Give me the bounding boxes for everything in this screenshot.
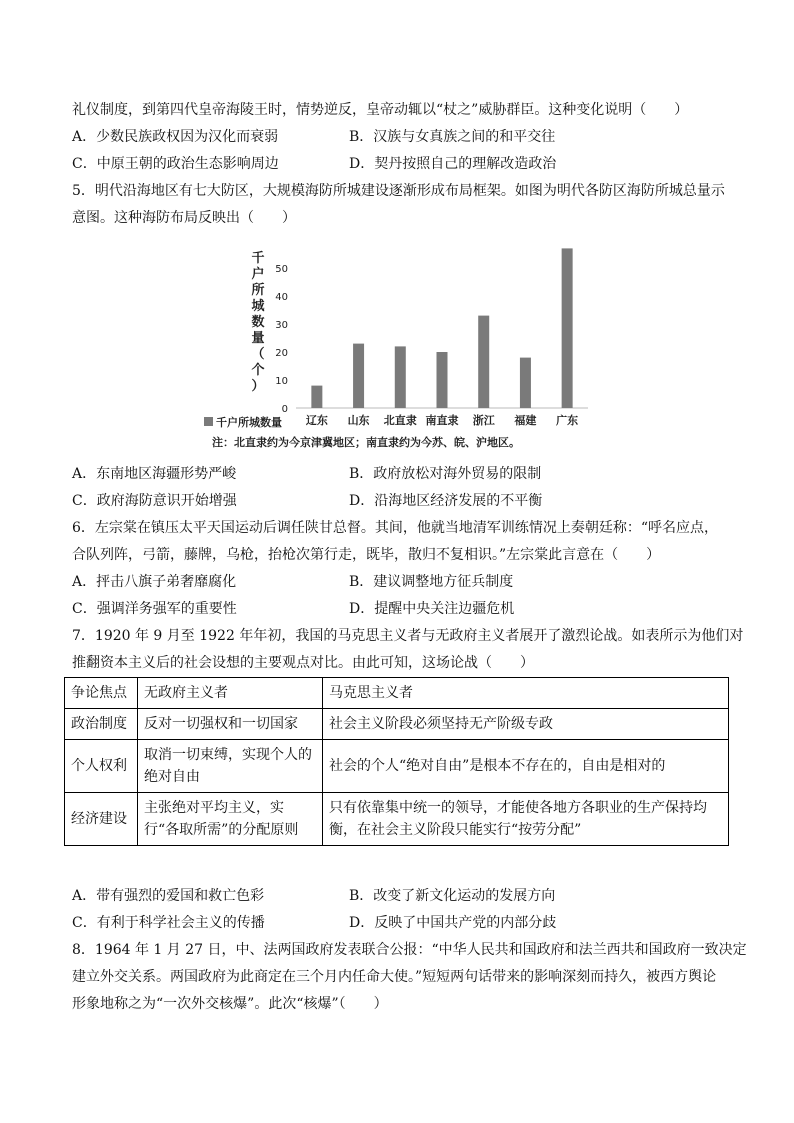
table-cell: 主张绝对平均主义，实行“各取所需”的分配原则: [138, 793, 323, 846]
y-tick-label: 10: [275, 376, 288, 387]
q5-stem-line1: 5．明代沿海地区有七大防区，大规模海防所城建设逐渐形成布局框架。如图为明代各防区海防所城总量示: [72, 183, 725, 199]
q4-option-d[interactable]: D．契丹按照自己的理解改造政治: [349, 156, 557, 172]
x-tick-label: 福建: [514, 414, 537, 427]
y-axis-label-char: 数: [251, 315, 265, 330]
x-tick-label: 广东: [556, 414, 579, 427]
x-tick-label: 辽东: [305, 414, 328, 427]
table-header-cell: 争论焦点: [65, 678, 138, 709]
table-header-cell: 无政府主义者: [138, 678, 323, 709]
y-tick-label: 0: [281, 404, 288, 415]
table-cell: 政治制度: [65, 709, 138, 740]
table-row: [65, 740, 729, 793]
y-axis-label-char: （: [251, 347, 265, 362]
q5-option-a[interactable]: A．东南地区海疆形势严峻: [72, 466, 237, 482]
table-cell: 经济建设: [65, 793, 138, 846]
q4-option-b[interactable]: B．汉族与女真族之间的和平交往: [349, 129, 556, 145]
y-tick-label: 30: [275, 320, 288, 331]
q4-option-a[interactable]: A．少数民族政权因为汉化而衰弱: [72, 129, 279, 145]
bar: [520, 358, 531, 408]
table-cell: 只有依靠集中统一的领导，才能使各地方各职业的生产保持均衡，在社会主义阶段只能实行“按劳分配”: [323, 793, 729, 846]
q5-option-c[interactable]: C．政府海防意识开始增强: [72, 493, 237, 509]
q7-option-c[interactable]: C．有利于科学社会主义的传播: [72, 915, 265, 931]
bar: [395, 346, 406, 408]
legend-label: 千户所城数量: [216, 416, 282, 429]
table-cell: 社会的个人“绝对自由”是根本不存在的，自由是相对的: [323, 740, 729, 793]
y-axis-label-char: 千: [251, 251, 265, 266]
q6-option-b[interactable]: B．建议调整地方征兵制度: [349, 574, 514, 590]
q6-option-d[interactable]: D．提醒中央关注边疆危机: [349, 601, 515, 617]
y-tick-label: 50: [275, 264, 288, 275]
bar: [478, 316, 489, 408]
bar: [562, 248, 573, 408]
table-row: [65, 793, 729, 846]
table-row: [65, 709, 729, 740]
q6-stem-line1: 6．左宗棠在镇压太平天国运动后调任陕甘总督。其间，他就当地清军训练情况上奏朝廷称：“呼名应点，: [72, 520, 719, 536]
y-axis-label-char: ）: [251, 379, 265, 394]
comparison-table: [64, 677, 729, 846]
table-cell: 取消一切束缚，实现个人的绝对自由: [138, 740, 323, 793]
q5-option-d[interactable]: D．沿海地区经济发展的不平衡: [349, 493, 543, 509]
q7-stem-line2: 推翻资本主义后的社会设想的主要观点对比。由此可知，这场论战（ ）: [72, 655, 534, 671]
bar: [311, 386, 322, 408]
y-axis-label-char: 量: [251, 331, 265, 346]
q6-stem-line2: 合队列阵，弓箭，藤牌，乌枪，抬枪次第行走，既毕，散归不复相识。”左宗棠此言意在（ ）: [72, 547, 661, 563]
bar: [437, 352, 448, 408]
q7-option-b[interactable]: B．改变了新文化运动的发展方向: [349, 888, 556, 904]
chart-note: 注：北直隶约为今京津冀地区；南直隶约为今苏、皖、沪地区。: [212, 436, 520, 449]
x-tick-label: 山东: [347, 414, 370, 427]
y-axis-label-char: 户: [251, 267, 265, 282]
bar-chart: [0, 0, 794, 460]
bar: [353, 344, 364, 408]
table-cell: 个人权利: [65, 740, 138, 793]
q6-option-a[interactable]: A．抨击八旗子弟奢靡腐化: [72, 574, 237, 590]
q6-option-c[interactable]: C．强调洋务强军的重要性: [72, 601, 237, 617]
table-header-cell: 马克思主义者: [323, 678, 729, 709]
table-cell: 社会主义阶段必须坚持无产阶级专政: [323, 709, 729, 740]
y-axis-label-char: 所: [251, 283, 265, 298]
x-tick-label: 南直隶: [425, 414, 459, 427]
y-tick-label: 40: [275, 292, 288, 303]
q5-option-b[interactable]: B．政府放松对海外贸易的限制: [349, 466, 542, 482]
y-axis-label-char: 个: [251, 363, 265, 378]
q8-stem-line2: 建立外交关系。两国政府为此商定在三个月内任命大使。”短短两句话带来的影响深刻而持久，被西方舆论: [72, 969, 717, 985]
q5-stem-line2: 意图。这种海防布局反映出（ ）: [72, 210, 296, 226]
q8-stem-line3: 形象地称之为“一次外交核爆”。此次“核爆”（ ）: [72, 996, 388, 1012]
q4-option-c[interactable]: C．中原王朝的政治生态影响周边: [72, 156, 279, 172]
q8-stem-line1: 8．1964 年 1 月 27 日，中、法两国政府发表联合公报：“中华人民共和国政府和法兰西共和国政府一致决定: [72, 942, 747, 958]
q7-stem-line1: 7．1920 年 9 月至 1922 年年初，我国的马克思主义者与无政府主义者展开了激烈论战。如表所示为他们对: [72, 628, 744, 644]
table-header-row: [65, 678, 729, 709]
q4-stem: 礼仪制度，到第四代皇帝海陵王时，情势逆反，皇帝动辄以“杖之”威胁群臣。这种变化说明（ ）: [72, 102, 689, 118]
x-tick-label: 北直隶: [383, 414, 417, 427]
y-tick-label: 20: [275, 348, 288, 359]
legend-swatch: [204, 417, 213, 426]
y-axis-label-char: 城: [251, 299, 265, 314]
q7-option-d[interactable]: D．反映了中国共产党的内部分歧: [349, 915, 557, 931]
x-tick-label: 浙江: [472, 414, 495, 427]
table-cell: 反对一切强权和一切国家: [138, 709, 323, 740]
q7-option-a[interactable]: A．带有强烈的爱国和救亡色彩: [72, 888, 265, 904]
